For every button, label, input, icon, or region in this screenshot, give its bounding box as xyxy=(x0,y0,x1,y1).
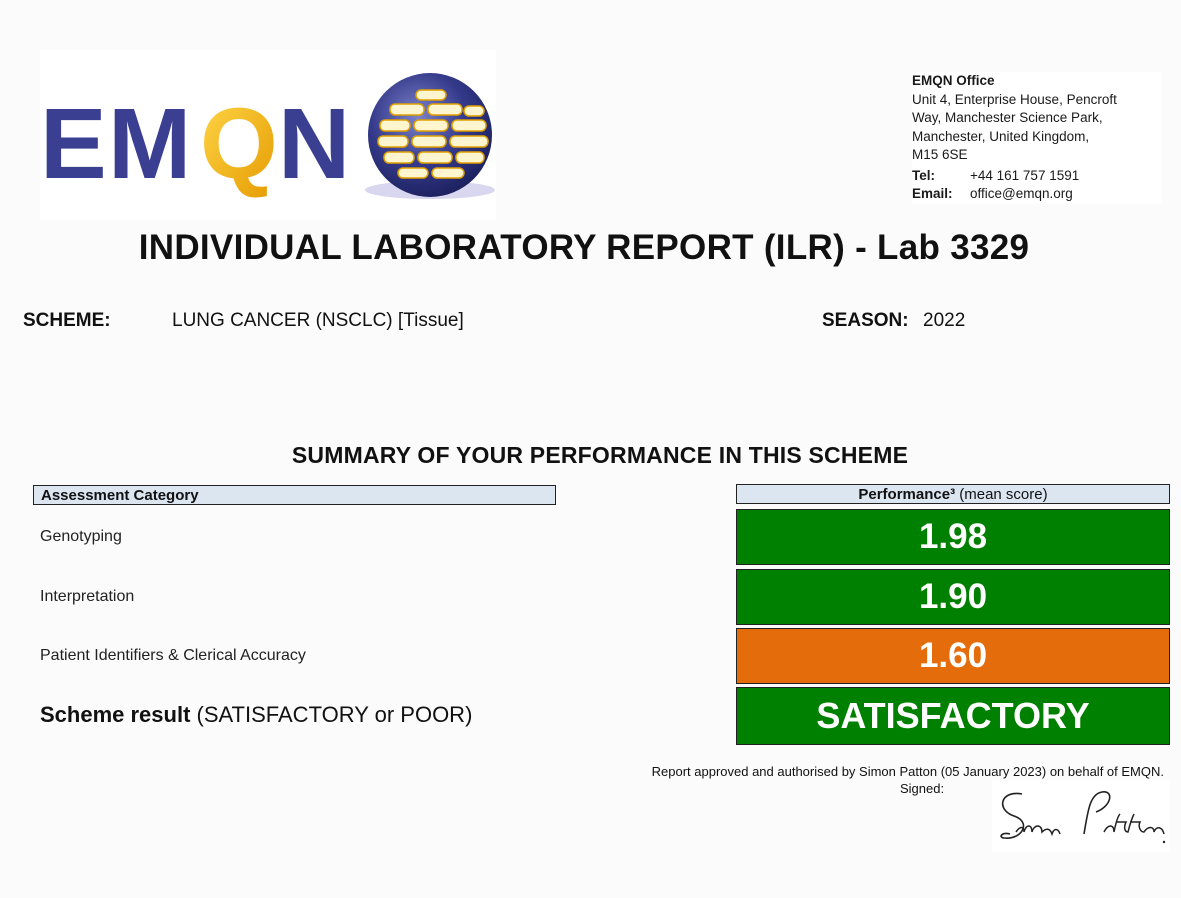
emqn-logo xyxy=(40,50,496,220)
category-interpretation: Interpretation xyxy=(40,588,135,605)
office-name: EMQN Office xyxy=(912,73,995,88)
score-patient-identifiers: 1.60 xyxy=(736,628,1170,684)
office-address-line: Unit 4, Enterprise House, Pencroft xyxy=(912,91,1117,107)
scheme-result-label-bold: Scheme result xyxy=(40,702,191,727)
email-label: Email: xyxy=(912,186,953,201)
assessment-category-header: Assessment Category xyxy=(33,485,556,505)
office-address-line: Manchester, United Kingdom, xyxy=(912,128,1090,144)
office-address-line: Way, Manchester Science Park, xyxy=(912,110,1103,125)
tel-value: +44 161 757 1591 xyxy=(970,167,1080,183)
season-value: 2022 xyxy=(923,310,966,331)
logo-letter-m: M xyxy=(108,88,192,200)
email-value[interactable]: office@emqn.org xyxy=(970,186,1073,201)
report-title: INDIVIDUAL LABORATORY REPORT (ILR) - Lab 3329 xyxy=(138,228,1030,267)
office-address-line: M15 6SE xyxy=(912,147,968,162)
scheme-result-label xyxy=(40,702,472,728)
logo-letter-n: N xyxy=(278,88,351,200)
score-interpretation: 1.90 xyxy=(736,569,1170,625)
scheme-label: SCHEME: xyxy=(23,310,111,331)
summary-title: SUMMARY OF YOUR PERFORMANCE IN THIS SCHEME xyxy=(291,442,909,468)
scheme-bar xyxy=(0,296,1181,352)
season-label: SEASON: xyxy=(822,310,909,331)
office-contact-block xyxy=(912,72,1162,204)
performance-header-rest: (mean score) xyxy=(955,486,1048,503)
performance-header-bold: Performance³ xyxy=(858,486,956,503)
approval-statement: Report approved and authorised by Simon Patton (05 January 2023) on behalf of EMQN. xyxy=(651,764,1164,779)
emqn-logo-graphic xyxy=(40,50,496,220)
scheme-result-label-rest: (SATISFACTORY or POOR) xyxy=(190,702,473,727)
category-patient-identifiers: Patient Identifiers & Clerical Accuracy xyxy=(40,647,306,664)
scheme-result-value: SATISFACTORY xyxy=(736,687,1170,745)
logo-letter-q: Q xyxy=(200,88,278,200)
tel-label: Tel: xyxy=(912,167,935,183)
signed-label: Signed: xyxy=(900,781,945,796)
score-genotyping: 1.98 xyxy=(736,509,1170,565)
category-genotyping: Genotyping xyxy=(40,528,122,545)
logo-letter-e: E xyxy=(40,88,107,200)
signature xyxy=(992,780,1170,852)
signature-graphic xyxy=(992,780,1170,852)
scheme-value: LUNG CANCER (NSCLC) [Tissue] xyxy=(172,310,464,331)
performance-header xyxy=(736,484,1170,504)
